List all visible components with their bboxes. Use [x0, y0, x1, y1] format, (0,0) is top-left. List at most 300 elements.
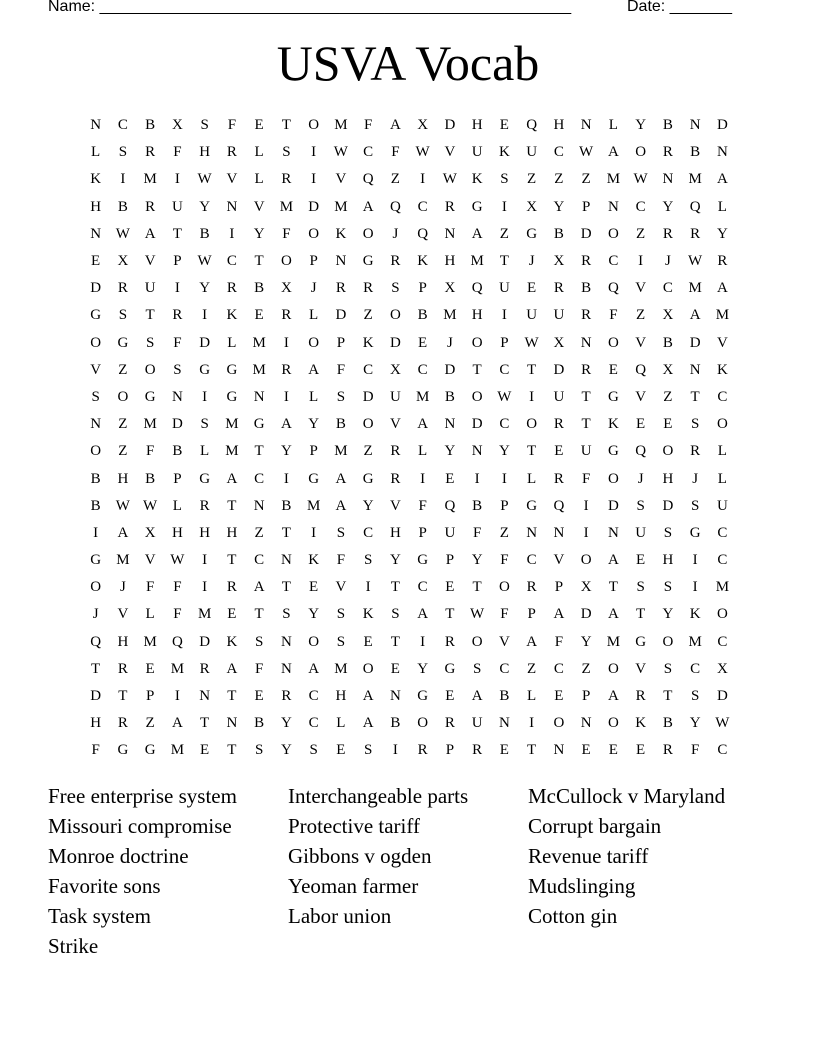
- grid-letter: T: [472, 579, 482, 596]
- grid-letter: P: [500, 334, 509, 351]
- grid-letter: Y: [444, 443, 456, 460]
- grid-row: [82, 330, 736, 357]
- grid-letter: R: [444, 198, 455, 215]
- name-field-label: Name: _____________________________________________________: [48, 0, 572, 15]
- grid-letter: C: [635, 198, 646, 215]
- grid-letter: X: [662, 307, 674, 324]
- grid-letter: O: [417, 715, 429, 732]
- grid-letter: O: [635, 144, 647, 161]
- grid-letter: J: [528, 253, 535, 270]
- grid-letter: L: [254, 171, 264, 188]
- grid-letter: S: [336, 606, 346, 623]
- grid-letter: L: [608, 117, 618, 134]
- grid-letter: S: [363, 742, 373, 759]
- grid-letter: U: [471, 144, 483, 161]
- grid-letter: M: [252, 334, 266, 351]
- grid-letter: H: [90, 715, 102, 732]
- word-bank-column: [288, 781, 468, 931]
- grid-letter: V: [553, 552, 565, 569]
- grid-letter: I: [283, 334, 289, 351]
- grid-letter: U: [580, 443, 592, 460]
- grid-letter: V: [444, 144, 456, 161]
- grid-letter: B: [90, 470, 101, 487]
- grid-letter: E: [363, 633, 373, 650]
- grid-letter: M: [143, 633, 157, 650]
- grid-letter: W: [579, 144, 594, 161]
- grid-letter: O: [389, 307, 401, 324]
- grid-letter: S: [500, 171, 509, 188]
- grid-letter: S: [282, 606, 291, 623]
- grid-letter: Y: [308, 416, 320, 433]
- grid-letter: A: [607, 606, 619, 623]
- grid-letter: I: [311, 524, 317, 541]
- grid-letter: O: [662, 443, 674, 460]
- grid-letter: R: [281, 171, 292, 188]
- grid-row: [82, 574, 736, 601]
- date-field-label: Date: _______: [627, 0, 732, 15]
- grid-letter: R: [444, 633, 455, 650]
- grid-letter: U: [144, 280, 156, 297]
- grid-letter: S: [336, 633, 346, 650]
- grid-letter: W: [170, 552, 185, 569]
- grid-letter: Y: [635, 117, 647, 134]
- grid-letter: C: [417, 361, 428, 378]
- grid-letter: I: [311, 144, 317, 161]
- grid-letter: Q: [635, 361, 647, 378]
- grid-letter: C: [553, 144, 564, 161]
- grid-letter: T: [499, 253, 509, 270]
- grid-letter: V: [335, 579, 347, 596]
- grid-letter: H: [662, 552, 674, 569]
- word-bank-item: Free enterprise system: [48, 784, 237, 808]
- grid-letter: V: [635, 660, 647, 677]
- grid-letter: R: [145, 198, 156, 215]
- grid-row: [82, 547, 736, 574]
- grid-letter: U: [553, 307, 565, 324]
- grid-letter: I: [174, 280, 180, 297]
- grid-letter: T: [527, 742, 537, 759]
- grid-letter: I: [202, 579, 208, 596]
- grid-letter: I: [283, 470, 289, 487]
- grid-letter: Y: [498, 443, 510, 460]
- grid-letter: P: [309, 443, 318, 460]
- grid-letter: G: [526, 497, 538, 514]
- grid-letter: A: [362, 198, 374, 215]
- grid-letter: K: [362, 334, 374, 351]
- grid-letter: S: [91, 388, 100, 405]
- grid-row: [82, 438, 736, 465]
- grid-letter: A: [471, 688, 483, 705]
- grid-letter: L: [145, 606, 155, 623]
- grid-letter: G: [144, 742, 156, 759]
- grid-letter: X: [553, 253, 565, 270]
- grid-letter: T: [118, 688, 128, 705]
- grid-letter: P: [173, 253, 182, 270]
- grid-letter: B: [90, 497, 101, 514]
- grid-letter: Q: [171, 633, 183, 650]
- grid-letter: K: [716, 361, 728, 378]
- grid-letter: M: [688, 280, 702, 297]
- grid-letter: S: [663, 524, 673, 541]
- grid-letter: C: [363, 144, 374, 161]
- grid-letter: O: [308, 633, 320, 650]
- grid-letter: D: [716, 117, 728, 134]
- grid-letter: H: [389, 524, 401, 541]
- grid-letter: R: [390, 443, 401, 460]
- grid-letter: C: [226, 253, 237, 270]
- grid-letter: F: [173, 334, 182, 351]
- grid-letter: Q: [689, 198, 701, 215]
- grid-letter: R: [390, 470, 401, 487]
- grid-letter: R: [281, 361, 292, 378]
- grid-letter: L: [309, 307, 319, 324]
- grid-letter: B: [444, 388, 455, 405]
- grid-letter: M: [225, 416, 239, 433]
- grid-letter: E: [608, 361, 618, 378]
- grid-letter: V: [716, 334, 728, 351]
- grid-letter: N: [90, 117, 102, 134]
- grid-letter: F: [554, 633, 564, 650]
- grid-letter: S: [636, 497, 645, 514]
- word-bank-item: Missouri compromise: [48, 814, 232, 838]
- grid-letter: P: [418, 280, 427, 297]
- grid-letter: K: [226, 633, 238, 650]
- grid-letter: B: [390, 715, 401, 732]
- grid-letter: B: [199, 225, 210, 242]
- grid-letter: R: [226, 144, 237, 161]
- grid-letter: S: [145, 334, 155, 351]
- grid-letter: S: [690, 416, 700, 433]
- grid-letter: B: [472, 497, 483, 514]
- grid-letter: O: [117, 388, 129, 405]
- grid-letter: V: [389, 416, 401, 433]
- grid-letter: F: [173, 144, 182, 161]
- grid-letter: I: [529, 388, 535, 405]
- grid-row: [82, 384, 736, 411]
- grid-letter: C: [363, 361, 374, 378]
- grid-letter: G: [199, 361, 211, 378]
- grid-letter: V: [635, 334, 647, 351]
- grid-letter: M: [470, 253, 484, 270]
- grid-letter: N: [226, 715, 238, 732]
- grid-letter: I: [501, 307, 507, 324]
- grid-letter: U: [498, 280, 510, 297]
- grid-letter: N: [90, 416, 102, 433]
- grid-letter: Y: [689, 715, 701, 732]
- grid-letter: B: [145, 117, 156, 134]
- grid-letter: E: [254, 307, 264, 324]
- grid-letter: C: [499, 361, 510, 378]
- grid-letter: D: [199, 633, 211, 650]
- grid-letter: V: [635, 388, 647, 405]
- grid-letter: N: [580, 117, 592, 134]
- header-fields: [48, 0, 748, 20]
- grid-letter: F: [581, 470, 591, 487]
- grid-letter: S: [173, 361, 182, 378]
- grid-letter: S: [254, 633, 264, 650]
- grid-letter: S: [282, 144, 291, 161]
- grid-letter: M: [116, 552, 130, 569]
- grid-letter: I: [420, 470, 426, 487]
- grid-letter: M: [252, 361, 266, 378]
- grid-letter: S: [391, 606, 400, 623]
- grid-letter: G: [689, 524, 701, 541]
- grid-letter: P: [336, 334, 346, 351]
- word-bank-item: Strike: [48, 934, 99, 958]
- grid-letter: M: [688, 171, 702, 188]
- grid-letter: E: [445, 688, 455, 705]
- grid-letter: Q: [417, 225, 429, 242]
- grid-letter: D: [362, 388, 374, 405]
- grid-letter: L: [717, 198, 727, 215]
- grid-letter: H: [444, 253, 456, 270]
- grid-letter: R: [581, 307, 592, 324]
- grid-letter: L: [717, 470, 727, 487]
- grid-letter: V: [144, 552, 156, 569]
- grid-letter: G: [199, 470, 211, 487]
- word-bank-item: McCullock v Maryland: [528, 784, 726, 808]
- grid-letter: R: [199, 497, 210, 514]
- grid-letter: W: [524, 334, 539, 351]
- grid-letter: M: [170, 660, 185, 677]
- grid-letter: E: [527, 280, 537, 297]
- word-bank-item: Interchangeable parts: [288, 784, 469, 808]
- grid-letter: O: [471, 633, 483, 650]
- page-title: USVA Vocab: [276, 35, 540, 91]
- grid-letter: B: [553, 225, 564, 242]
- grid-letter: Y: [280, 715, 292, 732]
- grid-letter: X: [662, 361, 674, 378]
- grid-letter: M: [606, 633, 621, 650]
- grid-letter: C: [417, 579, 428, 596]
- grid-row: [82, 710, 736, 737]
- grid-letter: R: [553, 416, 564, 433]
- grid-letter: X: [526, 198, 538, 215]
- grid-letter: N: [716, 144, 728, 161]
- grid-letter: F: [227, 117, 237, 134]
- grid-letter: O: [716, 416, 728, 433]
- grid-letter: R: [662, 742, 673, 759]
- grid-letter: N: [280, 660, 292, 677]
- grid-letter: C: [717, 742, 728, 759]
- grid-letter: A: [226, 660, 238, 677]
- grid-letter: X: [389, 361, 401, 378]
- grid-letter: P: [418, 524, 427, 541]
- grid-letter: P: [309, 253, 318, 270]
- grid-letter: E: [336, 742, 346, 759]
- grid-letter: M: [443, 307, 457, 324]
- grid-letter: Z: [390, 171, 400, 188]
- grid-letter: N: [253, 497, 265, 514]
- grid-letter: I: [638, 253, 644, 270]
- grid-letter: O: [308, 225, 320, 242]
- grid-letter: A: [335, 497, 347, 514]
- grid-letter: H: [471, 117, 483, 134]
- grid-letter: W: [497, 388, 512, 405]
- grid-letter: E: [445, 579, 455, 596]
- grid-letter: I: [501, 470, 507, 487]
- grid-letter: V: [226, 171, 238, 188]
- grid-letter: G: [117, 334, 129, 351]
- grid-letter: O: [526, 416, 538, 433]
- grid-letter: Z: [554, 171, 564, 188]
- grid-letter: E: [636, 416, 646, 433]
- grid-letter: T: [227, 688, 237, 705]
- grid-letter: T: [636, 606, 646, 623]
- grid-letter: U: [389, 388, 401, 405]
- grid-letter: O: [90, 443, 102, 460]
- grid-letter: V: [389, 497, 401, 514]
- grid-letter: I: [420, 633, 426, 650]
- grid-letter: H: [117, 633, 129, 650]
- grid-letter: U: [716, 497, 728, 514]
- grid-row: [82, 493, 736, 520]
- grid-letter: X: [580, 579, 592, 596]
- grid-letter: R: [172, 307, 183, 324]
- grid-letter: J: [92, 606, 99, 623]
- grid-letter: T: [390, 633, 400, 650]
- grid-letter: O: [498, 579, 510, 596]
- grid-letter: E: [499, 117, 509, 134]
- grid-letter: C: [717, 524, 728, 541]
- grid-letter: T: [472, 361, 482, 378]
- grid-letter: A: [607, 688, 619, 705]
- grid-letter: L: [418, 443, 428, 460]
- grid-letter: D: [444, 361, 456, 378]
- grid-letter: K: [635, 715, 647, 732]
- grid-letter: O: [308, 117, 320, 134]
- grid-letter: E: [445, 470, 455, 487]
- grid-letter: W: [115, 497, 130, 514]
- grid-letter: T: [445, 606, 455, 623]
- grid-letter: L: [227, 334, 237, 351]
- grid-letter: W: [715, 715, 730, 732]
- grid-letter: R: [581, 253, 592, 270]
- grid-letter: R: [335, 280, 346, 297]
- grid-letter: A: [389, 117, 401, 134]
- grid-letter: S: [391, 280, 400, 297]
- grid-letter: T: [581, 416, 591, 433]
- grid-letter: A: [280, 416, 292, 433]
- grid-letter: D: [716, 688, 728, 705]
- grid-letter: O: [362, 225, 374, 242]
- grid-letter: A: [526, 633, 538, 650]
- grid-letter: M: [606, 171, 621, 188]
- grid-letter: A: [335, 470, 347, 487]
- grid-letter: C: [499, 660, 510, 677]
- grid-letter: E: [581, 742, 591, 759]
- grid-letter: I: [583, 524, 589, 541]
- grid-letter: H: [226, 524, 238, 541]
- grid-letter: N: [280, 552, 292, 569]
- grid-letter: O: [362, 416, 374, 433]
- grid-letter: O: [607, 225, 619, 242]
- grid-letter: S: [690, 688, 700, 705]
- grid-letter: R: [226, 579, 237, 596]
- grid-letter: X: [716, 660, 728, 677]
- grid-letter: M: [688, 633, 702, 650]
- grid-letter: P: [527, 606, 536, 623]
- word-bank-item: Protective tariff: [288, 814, 420, 838]
- grid-letter: S: [200, 416, 209, 433]
- grid-letter: Q: [444, 497, 456, 514]
- grid-letter: U: [171, 198, 183, 215]
- grid-letter: E: [608, 742, 618, 759]
- grid-letter: E: [418, 334, 428, 351]
- grid-letter: F: [690, 742, 700, 759]
- grid-letter: T: [227, 497, 237, 514]
- grid-letter: V: [335, 171, 347, 188]
- grid-row: [82, 656, 736, 683]
- grid-letter: F: [336, 361, 346, 378]
- grid-letter: G: [526, 225, 538, 242]
- grid-letter: S: [200, 117, 209, 134]
- grid-letter: N: [444, 225, 456, 242]
- grid-letter: O: [607, 715, 619, 732]
- grid-letter: C: [254, 552, 265, 569]
- grid-letter: G: [444, 660, 456, 677]
- grid-letter: G: [362, 470, 374, 487]
- grid-letter: T: [527, 443, 537, 460]
- grid-letter: U: [553, 388, 565, 405]
- grid-letter: R: [117, 660, 128, 677]
- grid-letter: C: [608, 253, 619, 270]
- grid-letter: T: [608, 579, 618, 596]
- grid-letter: S: [336, 388, 346, 405]
- grid-row: [82, 248, 736, 275]
- grid-letter: D: [689, 334, 701, 351]
- grid-letter: I: [229, 225, 235, 242]
- grid-letter: T: [281, 117, 291, 134]
- grid-letter: O: [580, 552, 592, 569]
- grid-letter: T: [200, 715, 210, 732]
- grid-letter: C: [499, 416, 510, 433]
- grid-letter: B: [335, 416, 346, 433]
- grid-row: [82, 112, 736, 139]
- grid-letter: K: [689, 606, 701, 623]
- grid-letter: R: [553, 470, 564, 487]
- grid-letter: W: [197, 253, 212, 270]
- grid-letter: G: [635, 633, 647, 650]
- grid-letter: R: [363, 280, 374, 297]
- grid-letter: N: [171, 388, 183, 405]
- grid-letter: K: [498, 144, 510, 161]
- grid-letter: U: [471, 715, 483, 732]
- grid-letter: N: [498, 715, 510, 732]
- grid-letter: E: [663, 416, 673, 433]
- grid-letter: O: [607, 660, 619, 677]
- grid-letter: E: [554, 688, 564, 705]
- word-bank-item: Corrupt bargain: [528, 814, 662, 838]
- grid-letter: Z: [527, 171, 537, 188]
- grid-letter: A: [362, 688, 374, 705]
- word-bank-item: Task system: [48, 904, 151, 928]
- grid-letter: N: [607, 524, 619, 541]
- grid-letter: F: [145, 443, 155, 460]
- grid-letter: S: [336, 524, 346, 541]
- grid-letter: M: [334, 443, 348, 460]
- grid-letter: O: [362, 660, 374, 677]
- grid-letter: A: [417, 416, 429, 433]
- grid-letter: M: [279, 198, 294, 215]
- grid-letter: E: [636, 742, 646, 759]
- grid-letter: B: [145, 470, 156, 487]
- grid-letter: N: [389, 688, 401, 705]
- grid-letter: E: [499, 742, 509, 759]
- grid-row: [82, 465, 736, 492]
- grid-letter: N: [280, 633, 292, 650]
- grid-letter: M: [306, 497, 321, 514]
